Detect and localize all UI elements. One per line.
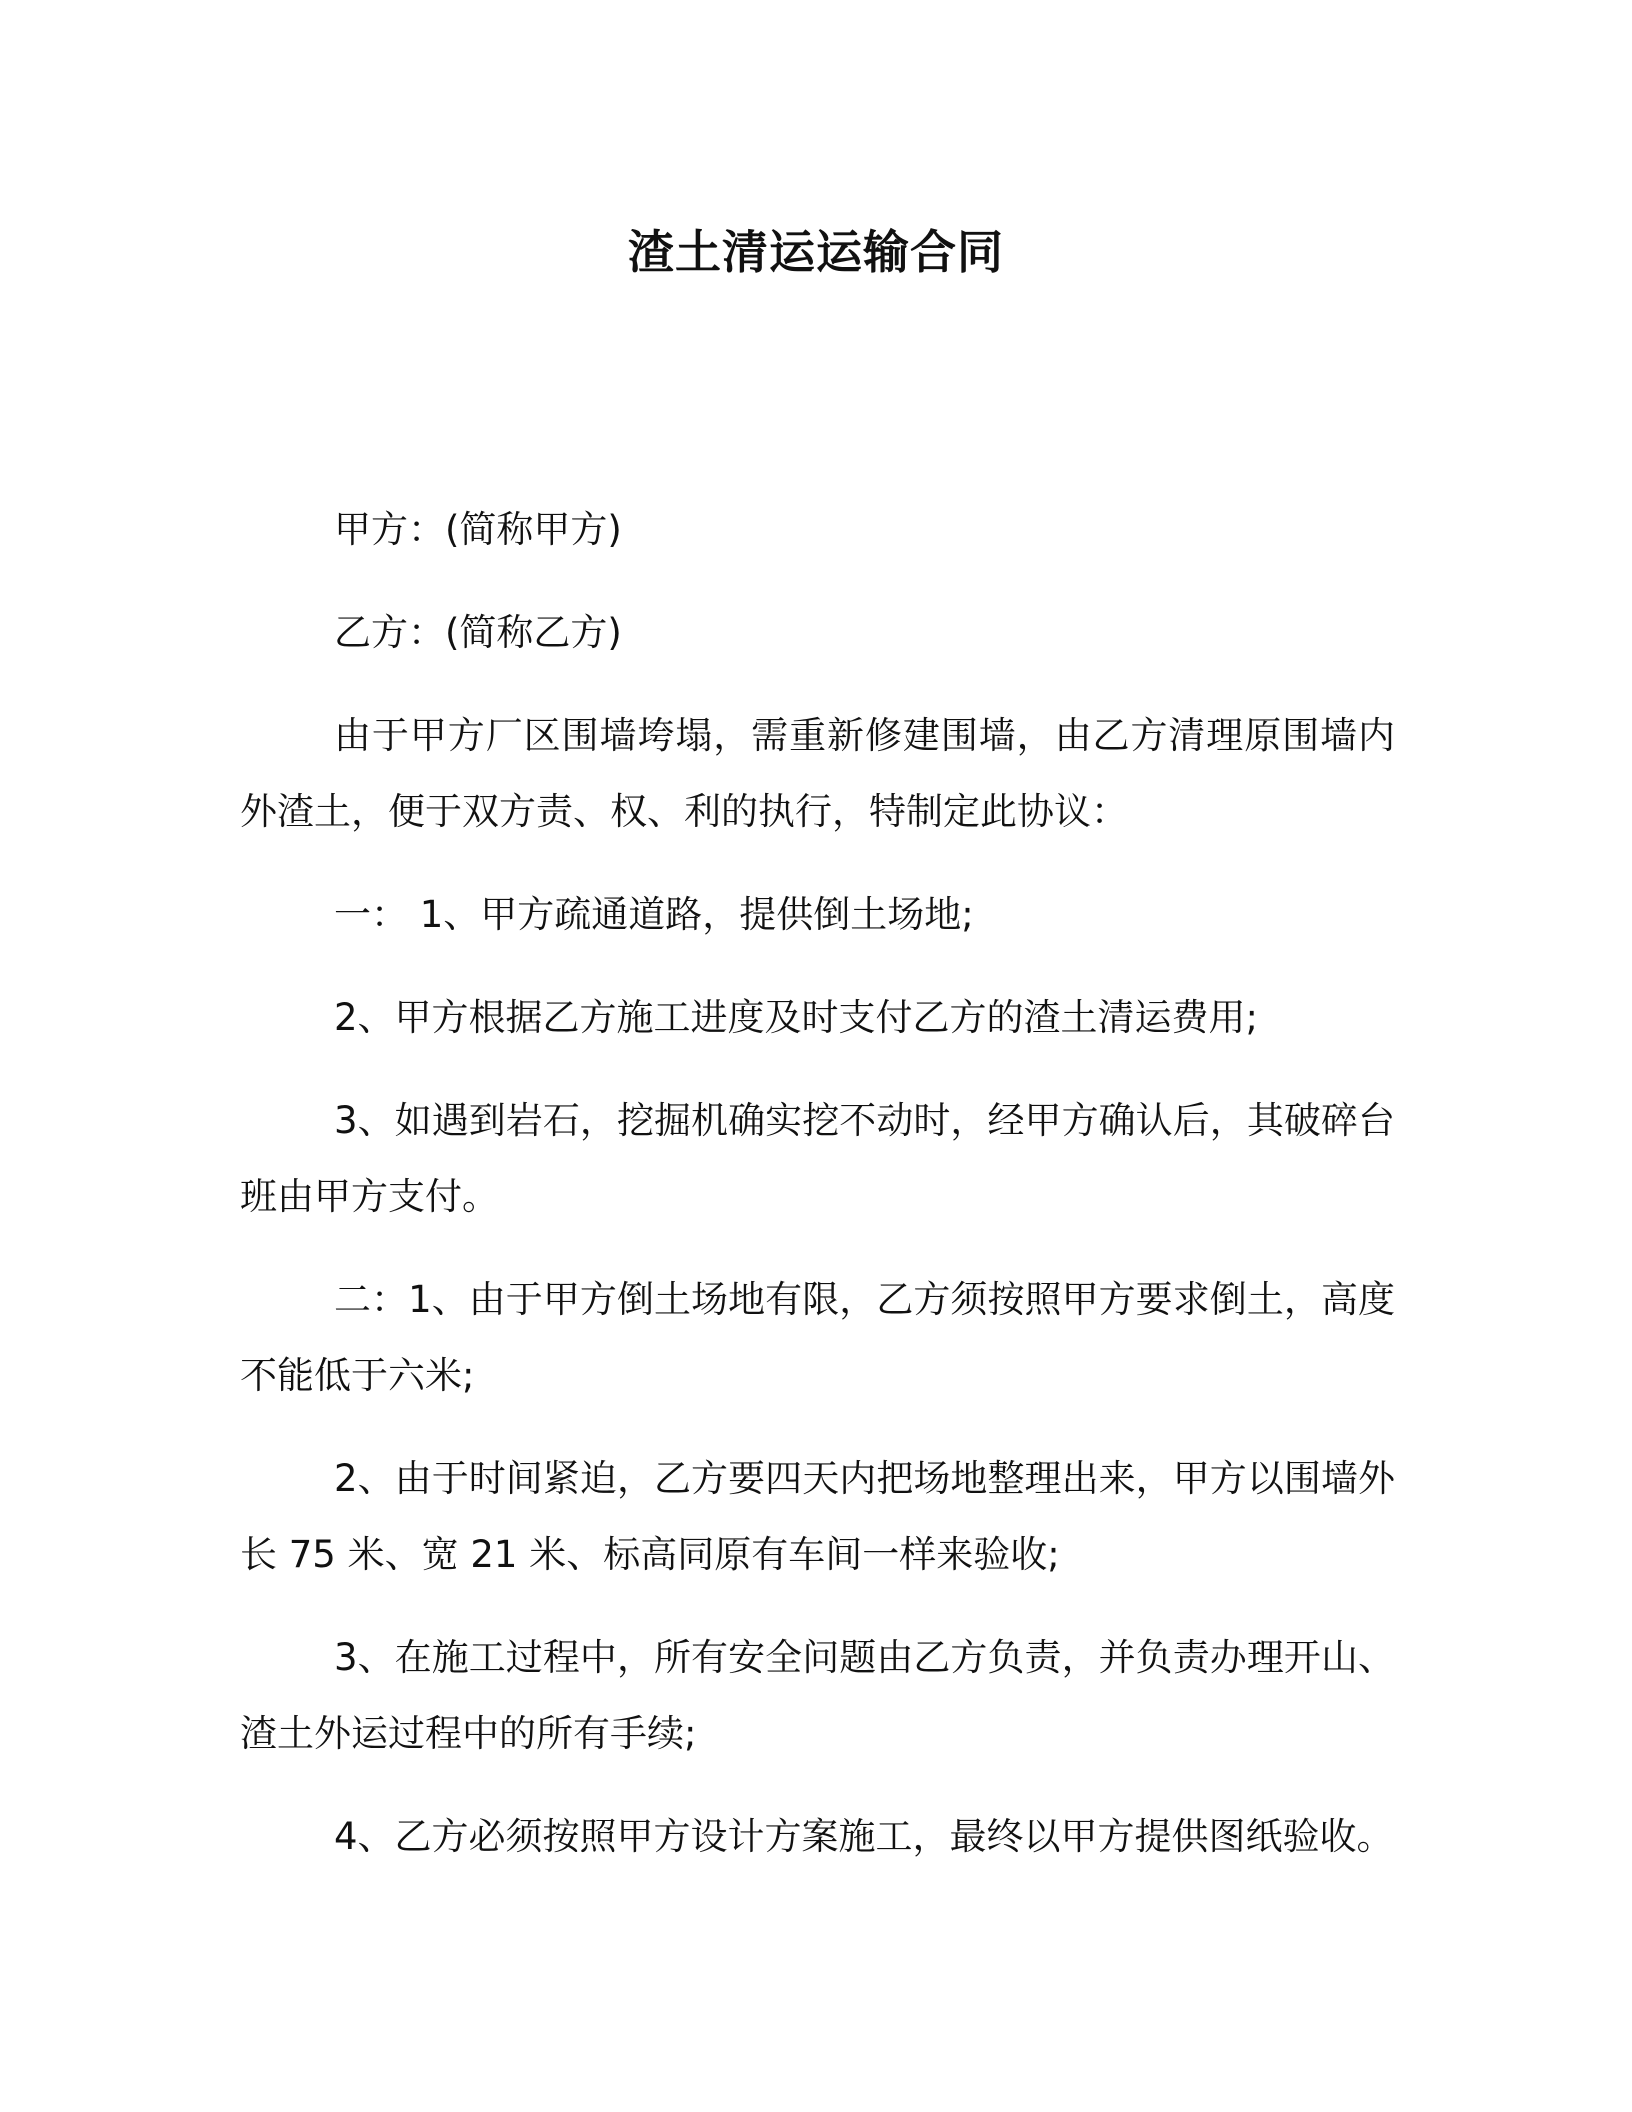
clause-2-item-3: 3、在施工过程中，所有安全问题由乙方负责，并负责办理开山、渣土外运过程中的所有手续; [240, 1636, 1395, 1755]
clause-1-item-3: 3、如遇到岩石，挖掘机确实挖不动时，经甲方确认后，其破碎台班由甲方支付。 [240, 1099, 1395, 1218]
clause-2-item-1: 二：1、由于甲方倒土场地有限，乙方须按照甲方要求倒土，高度不能低于六米; [240, 1278, 1395, 1397]
party-b-line: 乙方：(简称乙方) [334, 611, 622, 654]
clause-2-item-2: 2、由于时间紧迫，乙方要四天内把场地整理出来，甲方以围墙外长 75 米、宽 21 米、标高同原有车间一样来验收; [240, 1457, 1395, 1576]
document-title: 渣土清运运输合同 [628, 225, 1004, 279]
clause-2-item-4: 4、乙方必须按照甲方设计方案施工，最终以甲方提供图纸验收。 [334, 1815, 1394, 1858]
party-a-line: 甲方：(简称甲方) [334, 508, 622, 551]
preamble-paragraph: 由于甲方厂区围墙垮塌，需重新修建围墙，由乙方清理原围墙内外渣土，便于双方责、权、利的执行，特制定此协议： [240, 714, 1395, 833]
clause-1-item-1: 一： 1、甲方疏通道路，提供倒土场地; [334, 893, 974, 936]
document-body [240, 492, 1395, 1902]
clause-1-item-2: 2、甲方根据乙方施工进度及时支付乙方的渣土清运费用; [334, 996, 1259, 1039]
